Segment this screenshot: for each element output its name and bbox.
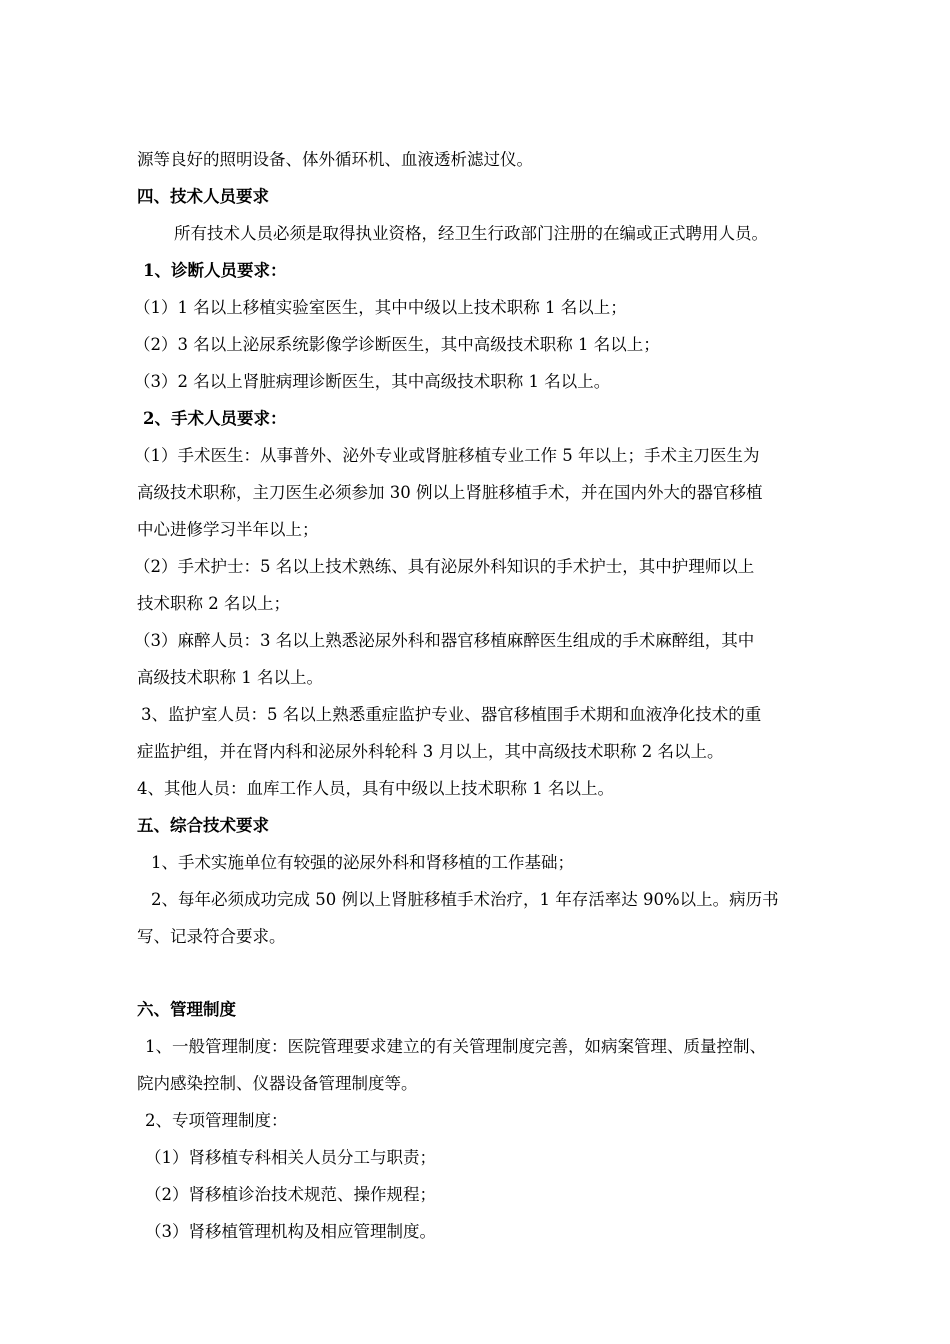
- subsection-heading: 2、手术人员要求：: [143, 409, 287, 428]
- list-item: （1）手术医生：从事普外、泌外专业或肾脏移植专业工作 5 年以上；手术主刀医生为: [134, 446, 760, 465]
- text-line: 4、其他人员：血库工作人员，具有中级以上技术职称 1 名以上。: [137, 779, 614, 798]
- list-item: 1、手术实施单位有较强的泌尿外科和肾移植的工作基础；: [151, 853, 574, 872]
- text-line: 高级技术职称 1 名以上。: [137, 668, 323, 687]
- text-line: 院内感染控制、仪器设备管理制度等。: [137, 1074, 418, 1093]
- list-item: （2）手术护士：5 名以上技术熟练、具有泌尿外科知识的手术护士，其中护理师以上: [134, 557, 755, 576]
- list-item: （3）肾移植管理机构及相应管理制度。: [145, 1222, 436, 1241]
- list-item: （3）2 名以上肾脏病理诊断医生，其中高级技术职称 1 名以上。: [134, 372, 611, 391]
- list-item: （1）肾移植专科相关人员分工与职责；: [145, 1148, 436, 1167]
- list-item: 1、一般管理制度：医院管理要求建立的有关管理制度完善，如病案管理、质量控制、: [145, 1037, 766, 1056]
- section-heading: 六、管理制度: [137, 1000, 236, 1019]
- text-line: 中心进修学习半年以上；: [137, 520, 319, 539]
- text-line: 源等良好的照明设备、体外循环机、血液透析滤过仪。: [137, 150, 533, 169]
- text-line: 写、记录符合要求。: [137, 927, 286, 946]
- text-line: 技术职称 2 名以上；: [137, 594, 290, 613]
- section-heading: 四、技术人员要求: [137, 187, 269, 206]
- list-item: （3）麻醉人员：3 名以上熟悉泌尿外科和器官移植麻醉医生组成的手术麻醉组，其中: [134, 631, 755, 650]
- text-line: 3、监护室人员：5 名以上熟悉重症监护专业、器官移植围手术期和血液净化技术的重: [141, 705, 762, 724]
- list-item: 2、专项管理制度：: [145, 1111, 288, 1130]
- subsection-heading: 1、诊断人员要求：: [143, 261, 287, 280]
- list-item: （1）1 名以上移植实验室医生，其中中级以上技术职称 1 名以上；: [134, 298, 627, 317]
- list-item: （2）肾移植诊治技术规范、操作规程；: [145, 1185, 436, 1204]
- list-item: 2、每年必须成功完成 50 例以上肾脏移植手术治疗，1 年存活率达 90%以上。病历书: [151, 890, 779, 909]
- text-line: 高级技术职称，主刀医生必须参加 30 例以上肾脏移植手术，并在国内外大的器官移植: [137, 483, 763, 502]
- section-heading: 五、综合技术要求: [137, 816, 269, 835]
- list-item: （2）3 名以上泌尿系统影像学诊断医生，其中高级技术职称 1 名以上；: [134, 335, 660, 354]
- text-line: 症监护组，并在肾内科和泌尿外科轮科 3 月以上，其中高级技术职称 2 名以上。: [137, 742, 724, 761]
- text-line: 所有技术人员必须是取得执业资格，经卫生行政部门注册的在编或正式聘用人员。: [174, 224, 768, 243]
